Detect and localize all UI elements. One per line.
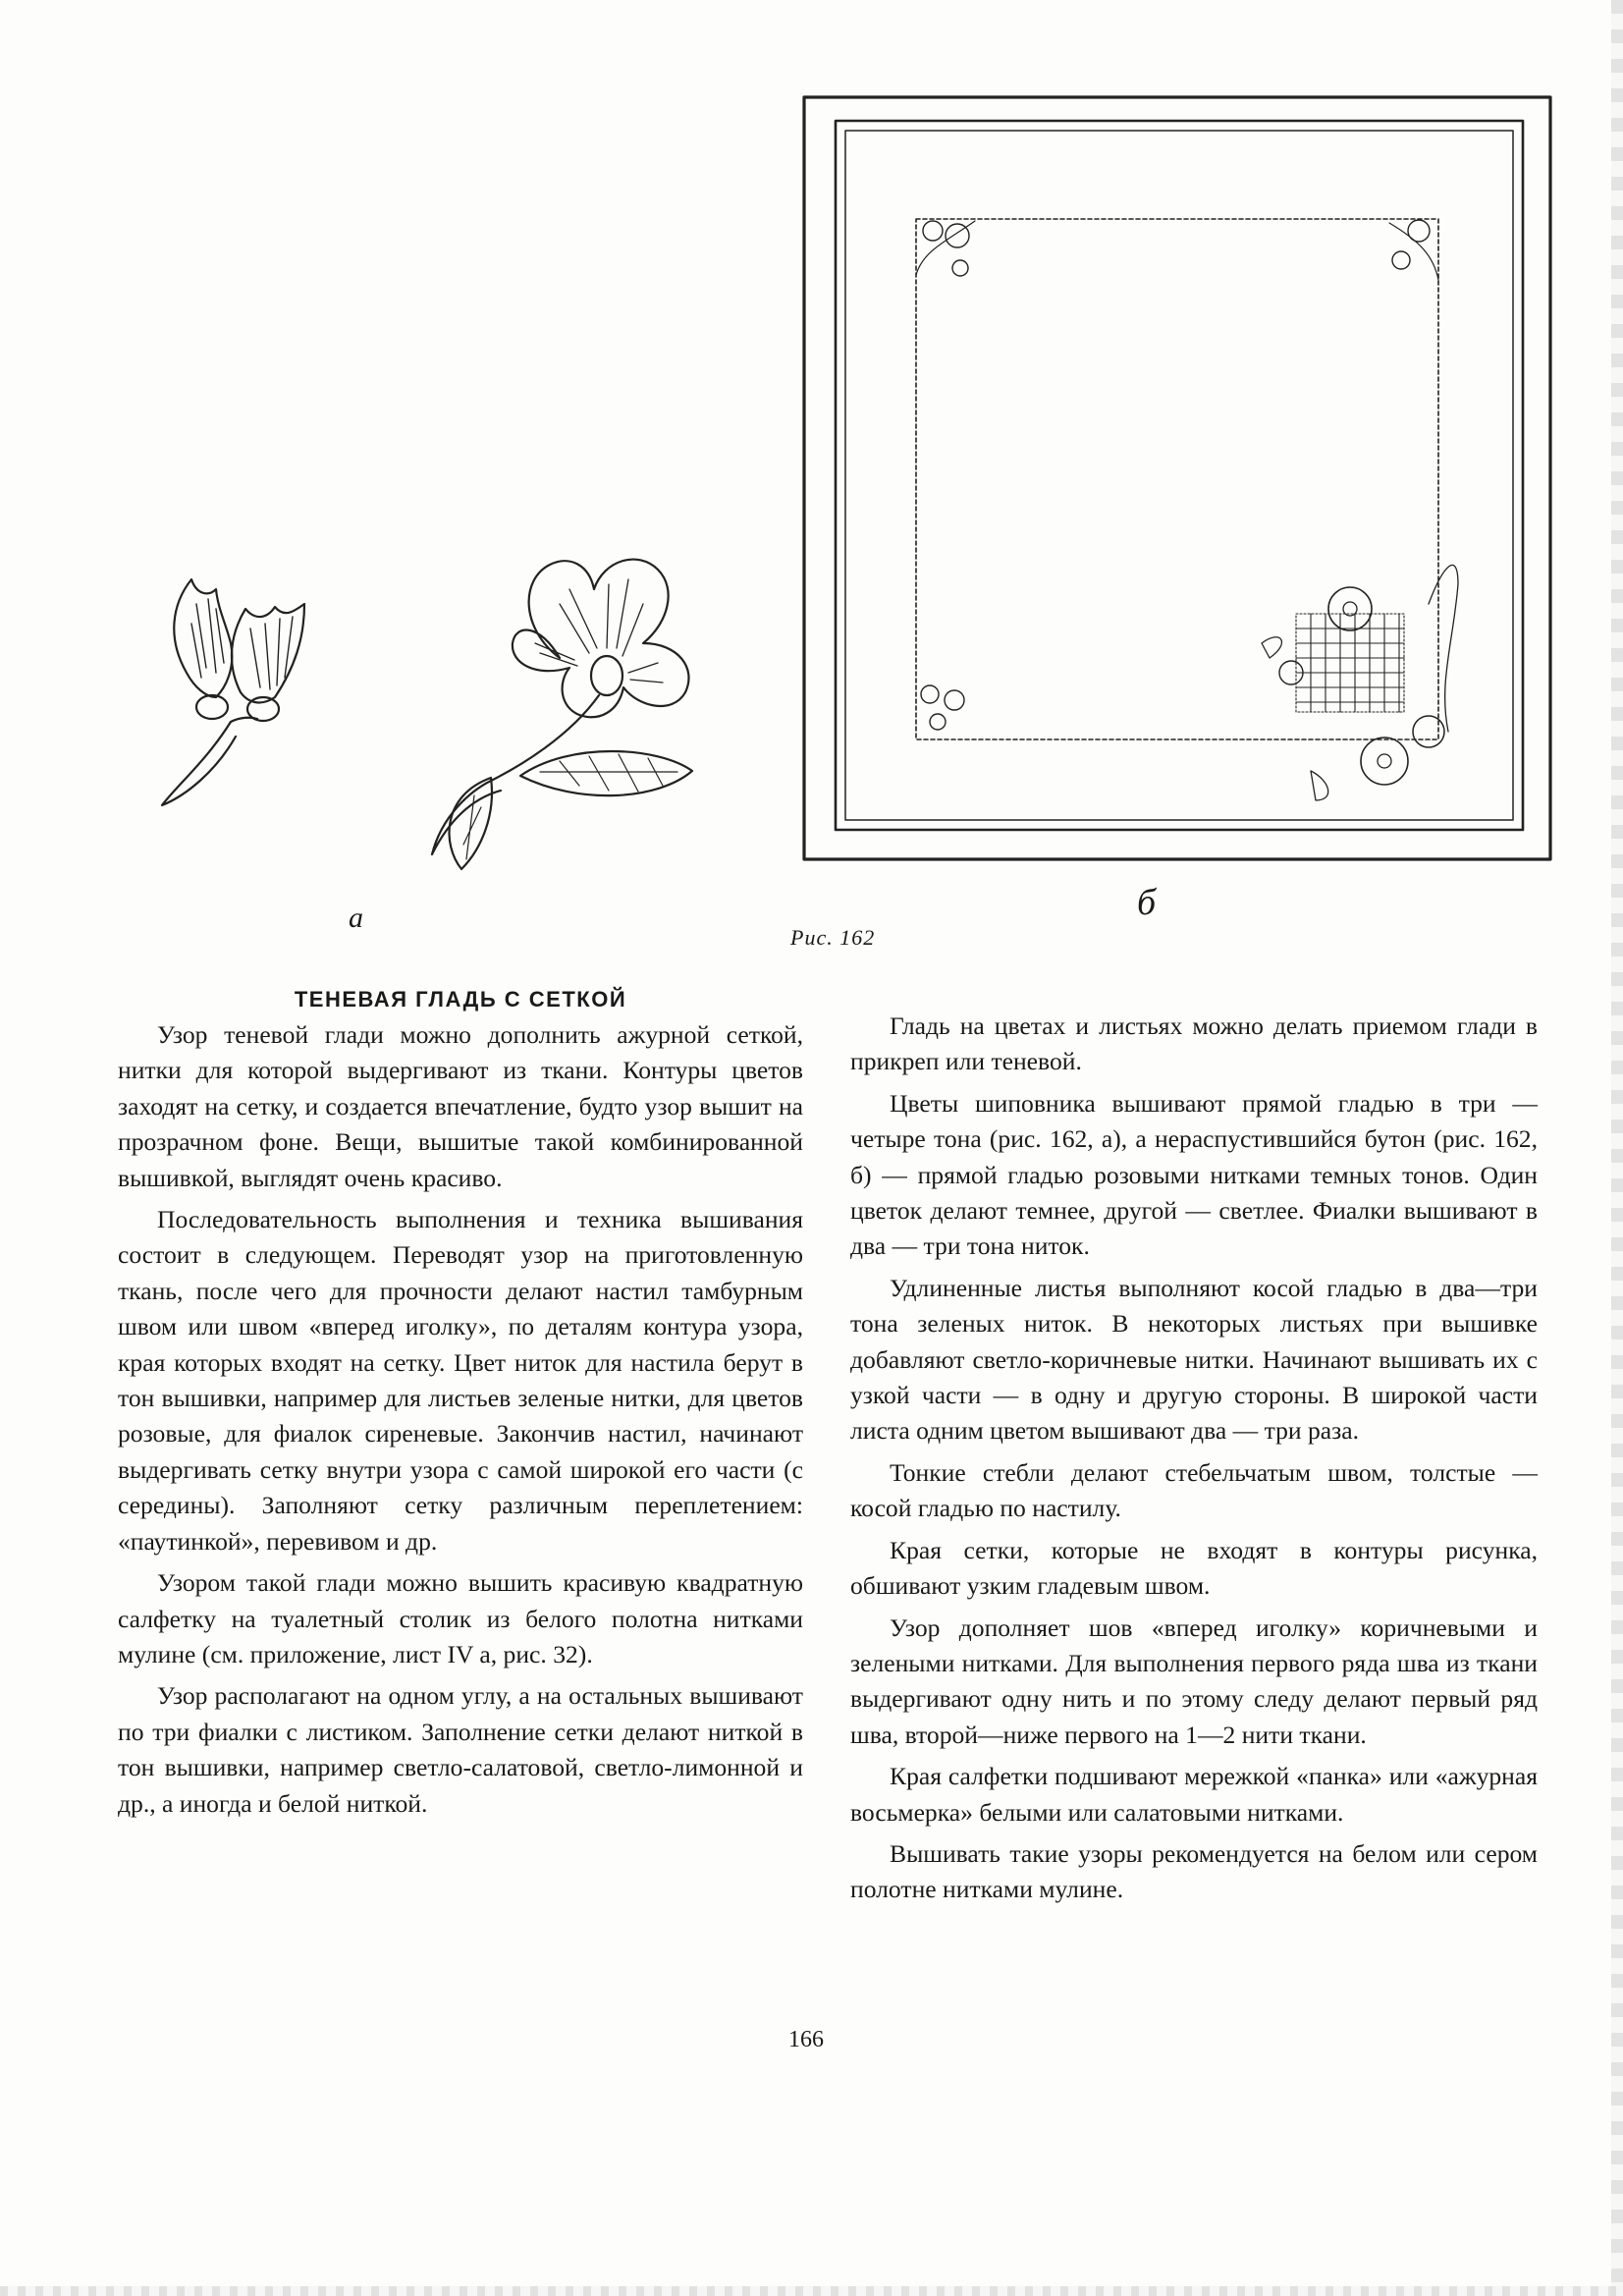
right-text-column: [850, 1009, 1538, 1914]
paragraph: Тонкие стебли делают стебельчатым швом, толстые — косой гладью по настилу.: [850, 1457, 1538, 1523]
figure-caption: Рис. 162: [790, 925, 876, 950]
paragraph: Цветы шиповника вышивают прямой гладью в три — четыре тона (рис. 162, а), а нераспустившийся бутон (рис. 162, б) — прямой гладью розовыми нитками темных тонов. Один цветок делают темнее, другой — светлее. Фиалки вышивают в два — три тона ниток.: [850, 1088, 1538, 1261]
paragraph: Узор располагают на одном углу, а на остальных вышивают по три фиалки с листиком. Заполнение сетки делают ниткой в тон вышивки, например светло-салатовой, светло-лимонной и др., а иногда и белой ниткой.: [118, 1681, 803, 1818]
paragraph: Последовательность выполнения и техника вышивания состоит в следующем. Переводят узор на приготовленную ткань, после чего для прочности делают настил тамбурным швом или швом «вперед иголку», по деталям контура узора, края которых входят на сетку. Цвет ниток для настила берут в тон вышивки, например для листьев зеленые нитки, для цветов розовые, для фиалок сиреневые. Закончив настил, начинают выдергивать сетку внутри узора с самой широкой его части (с середины). Заполняют сетку различным переплетением: «паутинкой», перевивом и др.: [118, 1205, 803, 1556]
paragraph: Узор дополняет шов «вперед иголку» коричневыми и зелеными нитками. Для выполнения первого ряда шва из ткани выдергивают одну нить и по этому следу делают первый ряд шва, второй—ниже первого на 1—2 нити ткани.: [850, 1613, 1538, 1749]
section-heading: ТЕНЕВАЯ ГЛАДЬ С СЕТКОЙ: [294, 987, 627, 1011]
paragraph: Узор теневой глади можно дополнить ажурной сеткой, нитки для которой выдергивают из ткани. Контуры цветов заходят на сетку, и создается впечатление, будто узор вышит на прозрачном фоне. Вещи, вышитые такой комбинированной вышивкой, выглядят очень красиво.: [118, 1020, 803, 1192]
left-text-column: [118, 982, 803, 1828]
paragraph: Края сетки, которые не входят в контуры рисунка, обшивают узким гладевым швом.: [850, 1535, 1538, 1601]
scan-edge-shadow: [1611, 0, 1623, 2296]
figure-label-a: а: [349, 902, 363, 934]
paragraph: Удлиненные листья выполняют косой гладью в два—три тона зеленых ниток. В некоторых листьях при вышивке добавляют светло-коричневые нитки. Начинают вышивать их с узкой части — в одну и другую стороны. В широкой части листа одним цветом вышивают два — три раза.: [850, 1273, 1538, 1446]
paragraph: Узором такой глади можно вышить красивую квадратную салфетку на туалетный столик из белого полотна нитками мулине (см. приложение, лист IV а, рис. 32).: [118, 1568, 803, 1668]
scan-bottom-edge: [0, 2286, 1623, 2296]
paragraph: Вышивать такие узоры рекомендуется на белом или сером полотне нитками мулине.: [850, 1838, 1538, 1904]
figure-label-b: б: [1137, 882, 1157, 923]
paragraph: Гладь на цветах и листьях можно делать приемом глади в прикреп или теневой.: [850, 1011, 1538, 1076]
figure-a-illustration: [147, 550, 776, 903]
figure-b-napkin-illustration: [800, 93, 1556, 869]
page-number: 166: [788, 2027, 824, 2052]
paragraph: Края салфетки подшивают мережкой «панка» или «ажурная восьмерка» белыми или салатовыми нитками.: [850, 1762, 1538, 1827]
